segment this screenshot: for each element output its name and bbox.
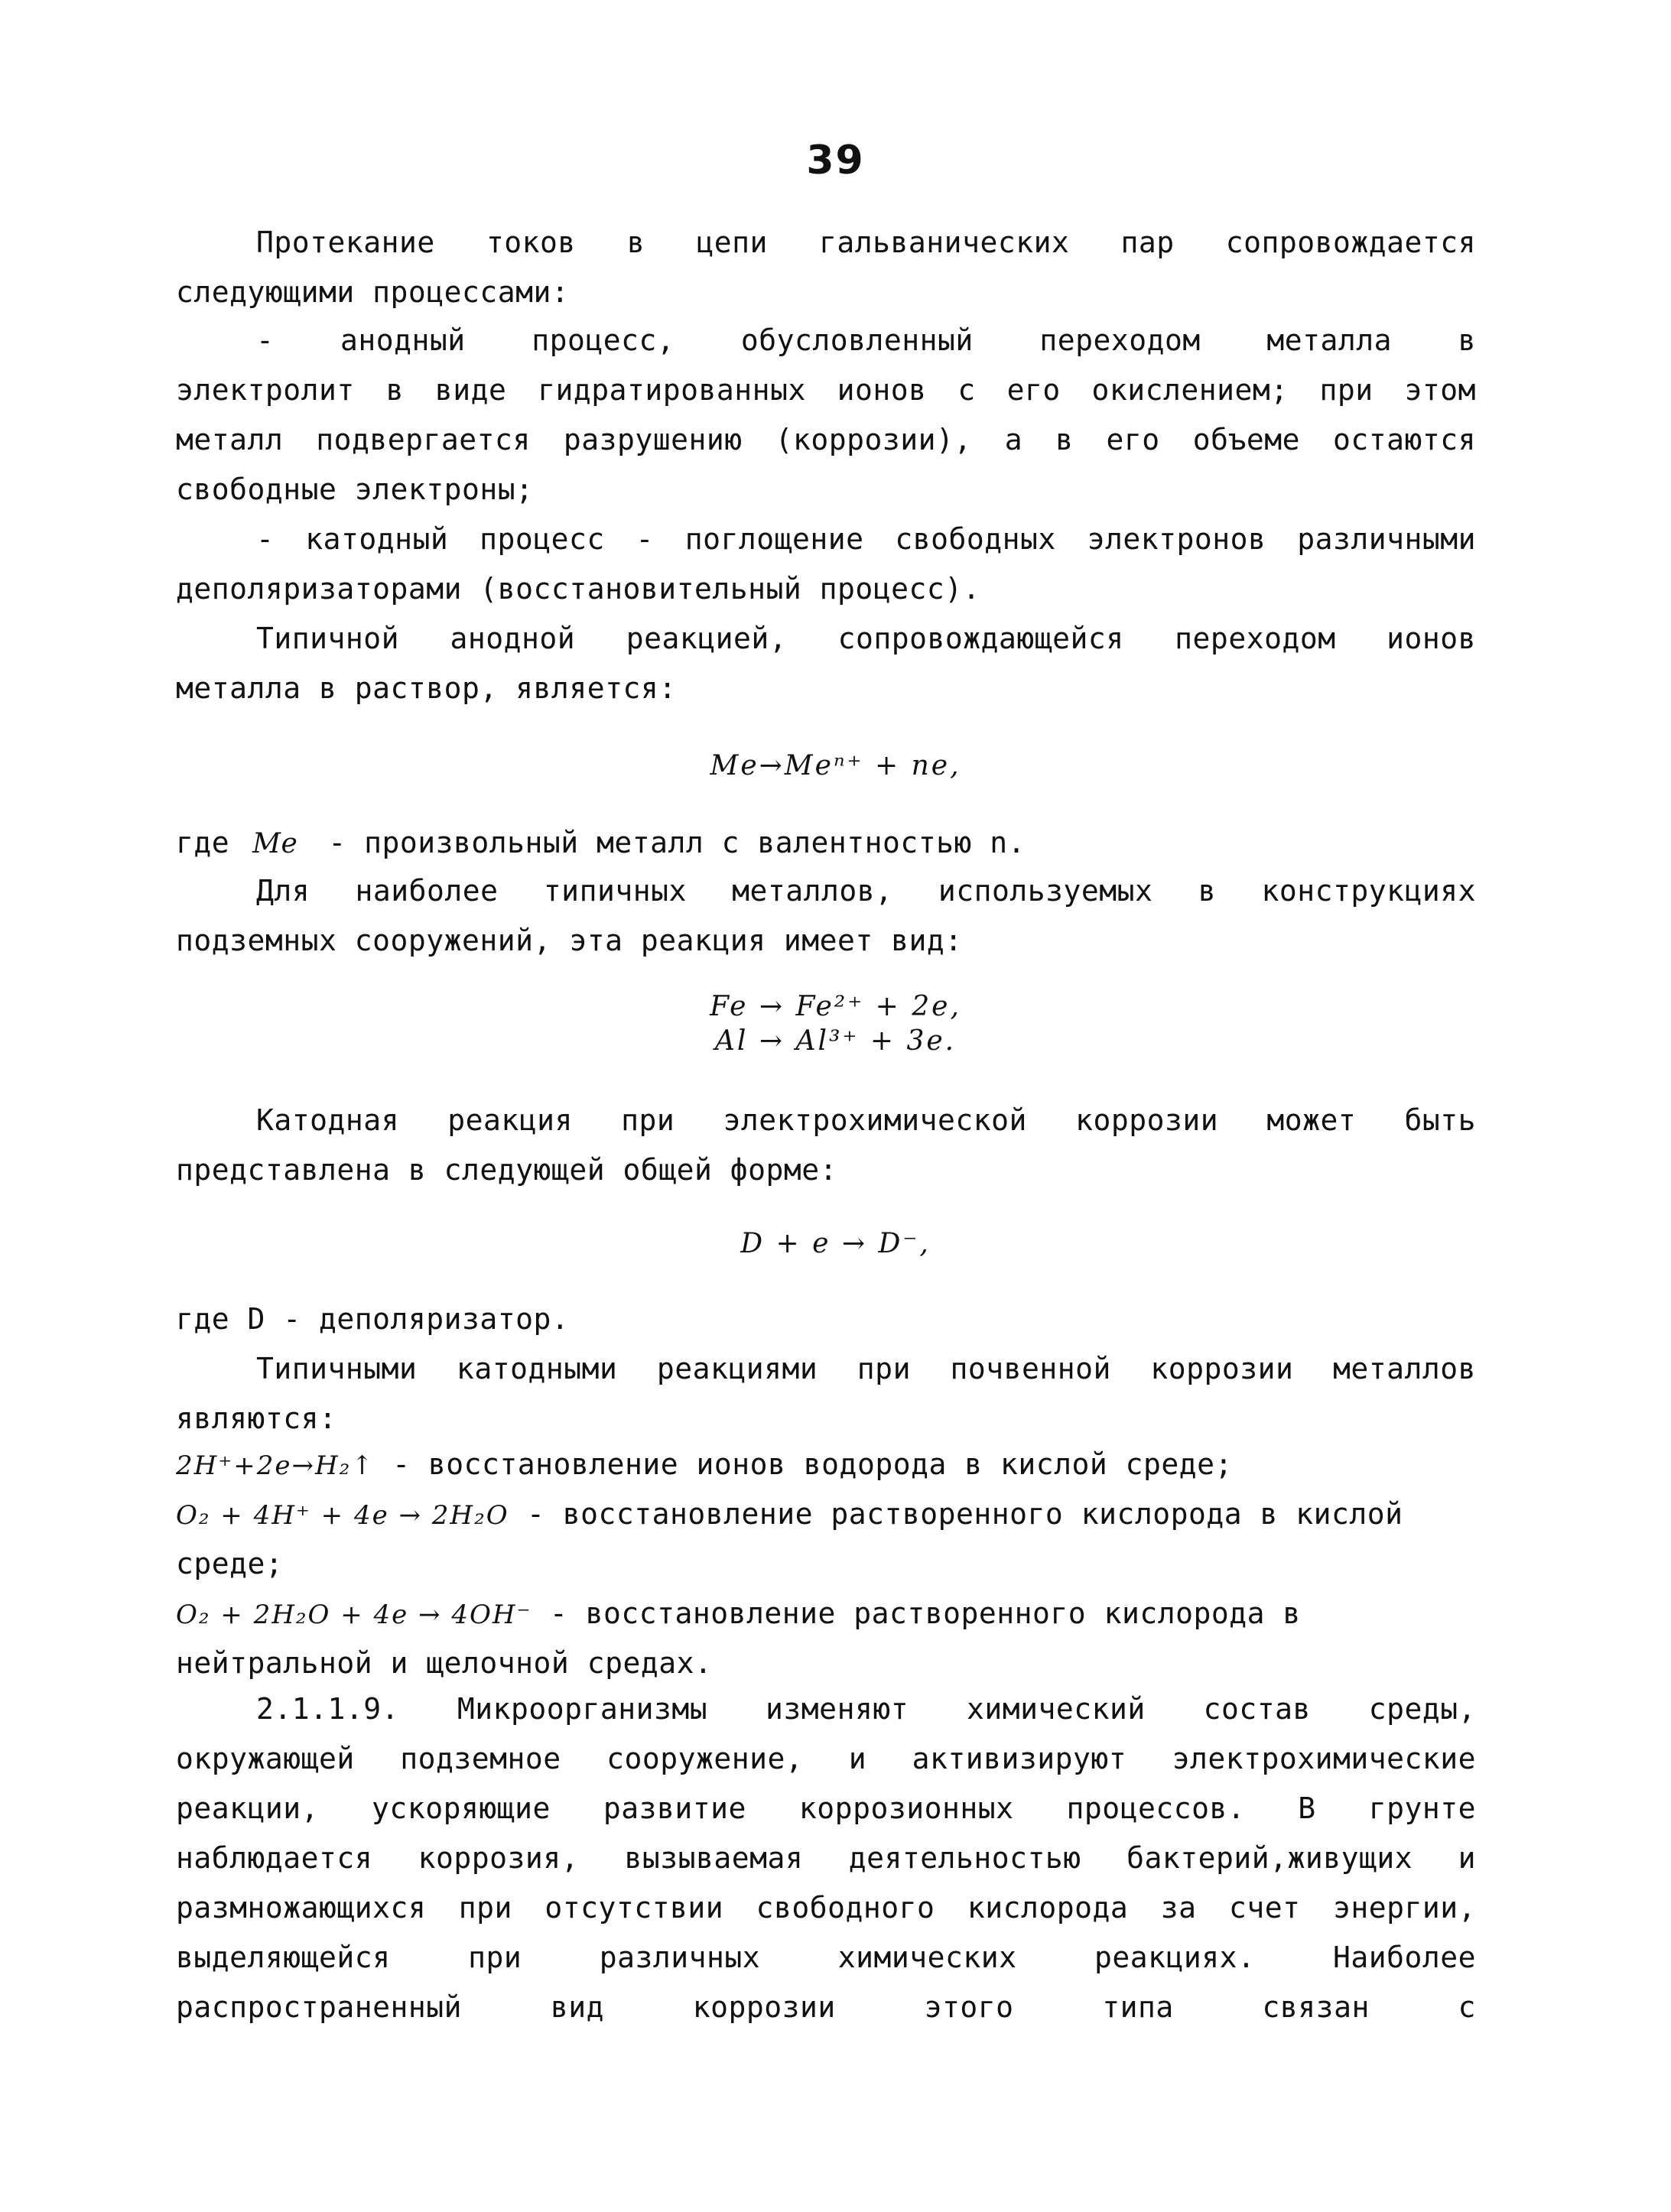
reaction-text: - восстановление растворенного кислорода в: [532, 1596, 1301, 1630]
text-line: представлена в следующей общей форме:: [176, 1153, 837, 1187]
text-line: деполяризаторами (восстановительный процесс).: [176, 572, 981, 606]
text-line: Для наиболее типичных металлов, используемых в конструкциях: [256, 874, 1476, 908]
reaction-formula: O₂ + 2H₂O + 4e → 4OH⁻: [176, 1600, 532, 1630]
text-line: Катодная реакция при электрохимической коррозии может быть: [256, 1103, 1476, 1137]
where-suffix: - произвольный металл с валентностью n.: [328, 826, 1026, 859]
text-line: - катодный процесс - поглощение свободных электронов различными: [256, 522, 1476, 556]
reaction-line: [176, 1594, 1476, 1634]
text-line: наблюдается коррозия, вызываемая деятельностью бактерий,живущих и: [176, 1841, 1476, 1875]
text-line: размножающихся при отсутствии свободного кислорода за счет энергии,: [176, 1891, 1476, 1925]
reaction-line: [176, 1545, 1476, 1583]
text-line: Протекание токов в цепи гальванических пар сопровождается: [256, 226, 1476, 259]
formula-cathode: D + e → D⁻,: [740, 1228, 931, 1259]
text-line: являются:: [176, 1402, 337, 1435]
where-d-line: где D - деполяризатор.: [176, 1302, 570, 1336]
text-line: окружающей подземное сооружение, и активизируют электрохимические: [176, 1742, 1476, 1775]
text-line: 2.1.1.9. Микроорганизмы изменяют химический состав среды,: [256, 1692, 1476, 1726]
text-line: свободные электроны;: [176, 473, 534, 506]
text-line: выделяющейся при различных химических реакциях. Наиболее: [176, 1941, 1476, 1974]
text-line: металл подвергается разрушению (коррозии), а в его объеме остаются: [176, 423, 1476, 456]
reaction-text: нейтральной и щелочной средах.: [176, 1646, 713, 1680]
reaction-text: среде;: [176, 1547, 284, 1580]
text-line: следующими процессами:: [176, 275, 570, 309]
text-line: распространенный вид коррозии этого типа связан с: [176, 1990, 1476, 2024]
reaction-formula: 2H⁺+2e→H₂↑: [176, 1450, 375, 1481]
text-line: металла в раствор, является:: [176, 671, 677, 705]
formula-al: Al → Al³⁺ + 3e.: [714, 1025, 957, 1057]
text-line: реакции, ускоряющие развитие коррозионных процессов. В грунте: [176, 1791, 1476, 1825]
reaction-formula: O₂ + 4H⁺ + 4e → 2H₂O: [176, 1500, 509, 1531]
reaction-line: [176, 1495, 1476, 1535]
formula-fe: Fe → Fe²⁺ + 2e,: [710, 991, 961, 1022]
page-number: 39: [806, 138, 865, 184]
where-prefix: где: [176, 826, 230, 859]
reaction-line: [176, 1445, 1476, 1485]
reaction-text: - восстановление растворенного кислорода в кислой: [509, 1497, 1403, 1531]
where-me-line: [176, 823, 1476, 863]
reaction-line: [176, 1644, 1476, 1682]
text-line: Типичной анодной реакцией, сопровождающейся переходом ионов: [256, 622, 1476, 655]
text-line: подземных сооружений, эта реакция имеет вид:: [176, 924, 963, 957]
formula-anode: Me→Meⁿ⁺ + ne,: [710, 750, 961, 781]
reaction-text: - восстановление ионов водорода в кислой среде;: [374, 1447, 1233, 1481]
me-symbol: Me: [252, 828, 298, 859]
text-line: электролит в виде гидратированных ионов с его окислением; при этом: [176, 373, 1476, 407]
text-line: Типичными катодными реакциями при почвенной коррозии металлов: [256, 1352, 1476, 1385]
text-line: - анодный процесс, обусловленный переходом металла в: [256, 323, 1476, 357]
